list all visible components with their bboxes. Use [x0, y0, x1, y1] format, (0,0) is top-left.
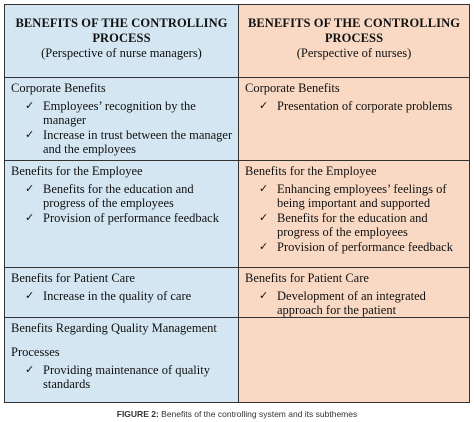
list-item: ✓ Increase in the quality of care [25, 289, 192, 303]
checkmark-icon: ✓ [25, 289, 35, 302]
section-title: Benefits for Patient Care [11, 271, 135, 285]
section-title: Benefits for the Employee [245, 164, 377, 178]
right-patient-section [239, 268, 469, 318]
list-item: ✓ Enhancing employees’ feelings of being important and supported [259, 182, 447, 210]
list-item: ✓ Benefits for the education and progress of the employees [25, 182, 194, 210]
section-title: Corporate Benefits [11, 81, 106, 95]
right-header [239, 5, 469, 78]
left-quality-section [5, 318, 238, 402]
list-item: ✓ Provision of performance feedback [259, 240, 453, 254]
left-header-subtitle: (Perspective of nurse managers) [41, 46, 202, 60]
left-corporate-section [5, 78, 238, 161]
list-item: ✓ Presentation of corporate problems [259, 99, 453, 113]
benefits-table [4, 4, 470, 403]
left-header [5, 5, 238, 78]
section-title: Benefits Regarding Quality Management [11, 321, 217, 335]
right-employee-section [239, 161, 469, 268]
list-item: ✓ Development of an integrated approach for the patient [259, 289, 426, 317]
checkmark-icon: ✓ [259, 211, 269, 224]
figure-caption [0, 409, 474, 419]
right-corporate-section [239, 78, 469, 161]
left-employee-section [5, 161, 238, 268]
section-title: Corporate Benefits [245, 81, 340, 95]
left-patient-section [5, 268, 238, 318]
right-empty-section [239, 318, 469, 402]
section-subtitle: Processes [11, 345, 60, 359]
checkmark-icon: ✓ [259, 240, 269, 253]
checkmark-icon: ✓ [259, 99, 269, 112]
list-item: ✓ Benefits for the education and progress of the employees [259, 211, 428, 239]
list-item: ✓ Increase in trust between the manager and the employees [25, 128, 233, 156]
section-title: Benefits for the Employee [11, 164, 143, 178]
checkmark-icon: ✓ [259, 182, 269, 195]
section-title: Benefits for Patient Care [245, 271, 369, 285]
left-header-title: BENEFITS OF THE CONTROLLING PROCESS [15, 16, 228, 45]
list-item: ✓ Employees’ recognition by the manager [25, 99, 196, 127]
checkmark-icon: ✓ [25, 99, 35, 112]
checkmark-icon: ✓ [25, 363, 35, 376]
checkmark-icon: ✓ [25, 128, 35, 141]
nurses-column [238, 5, 469, 402]
right-header-title: BENEFITS OF THE CONTROLLING PROCESS [247, 16, 461, 45]
list-item: ✓ Provision of performance feedback [25, 211, 219, 225]
list-item: ✓ Providing maintenance of quality standards [25, 363, 210, 391]
caption-text: Benefits of the controlling system and its subthemes [161, 409, 358, 419]
right-header-subtitle: (Perspective of nurses) [296, 46, 412, 60]
nurse-managers-column [5, 5, 238, 402]
caption-label: FIGURE 2: [116, 409, 159, 419]
checkmark-icon: ✓ [259, 289, 269, 302]
checkmark-icon: ✓ [25, 182, 35, 195]
checkmark-icon: ✓ [25, 211, 35, 224]
